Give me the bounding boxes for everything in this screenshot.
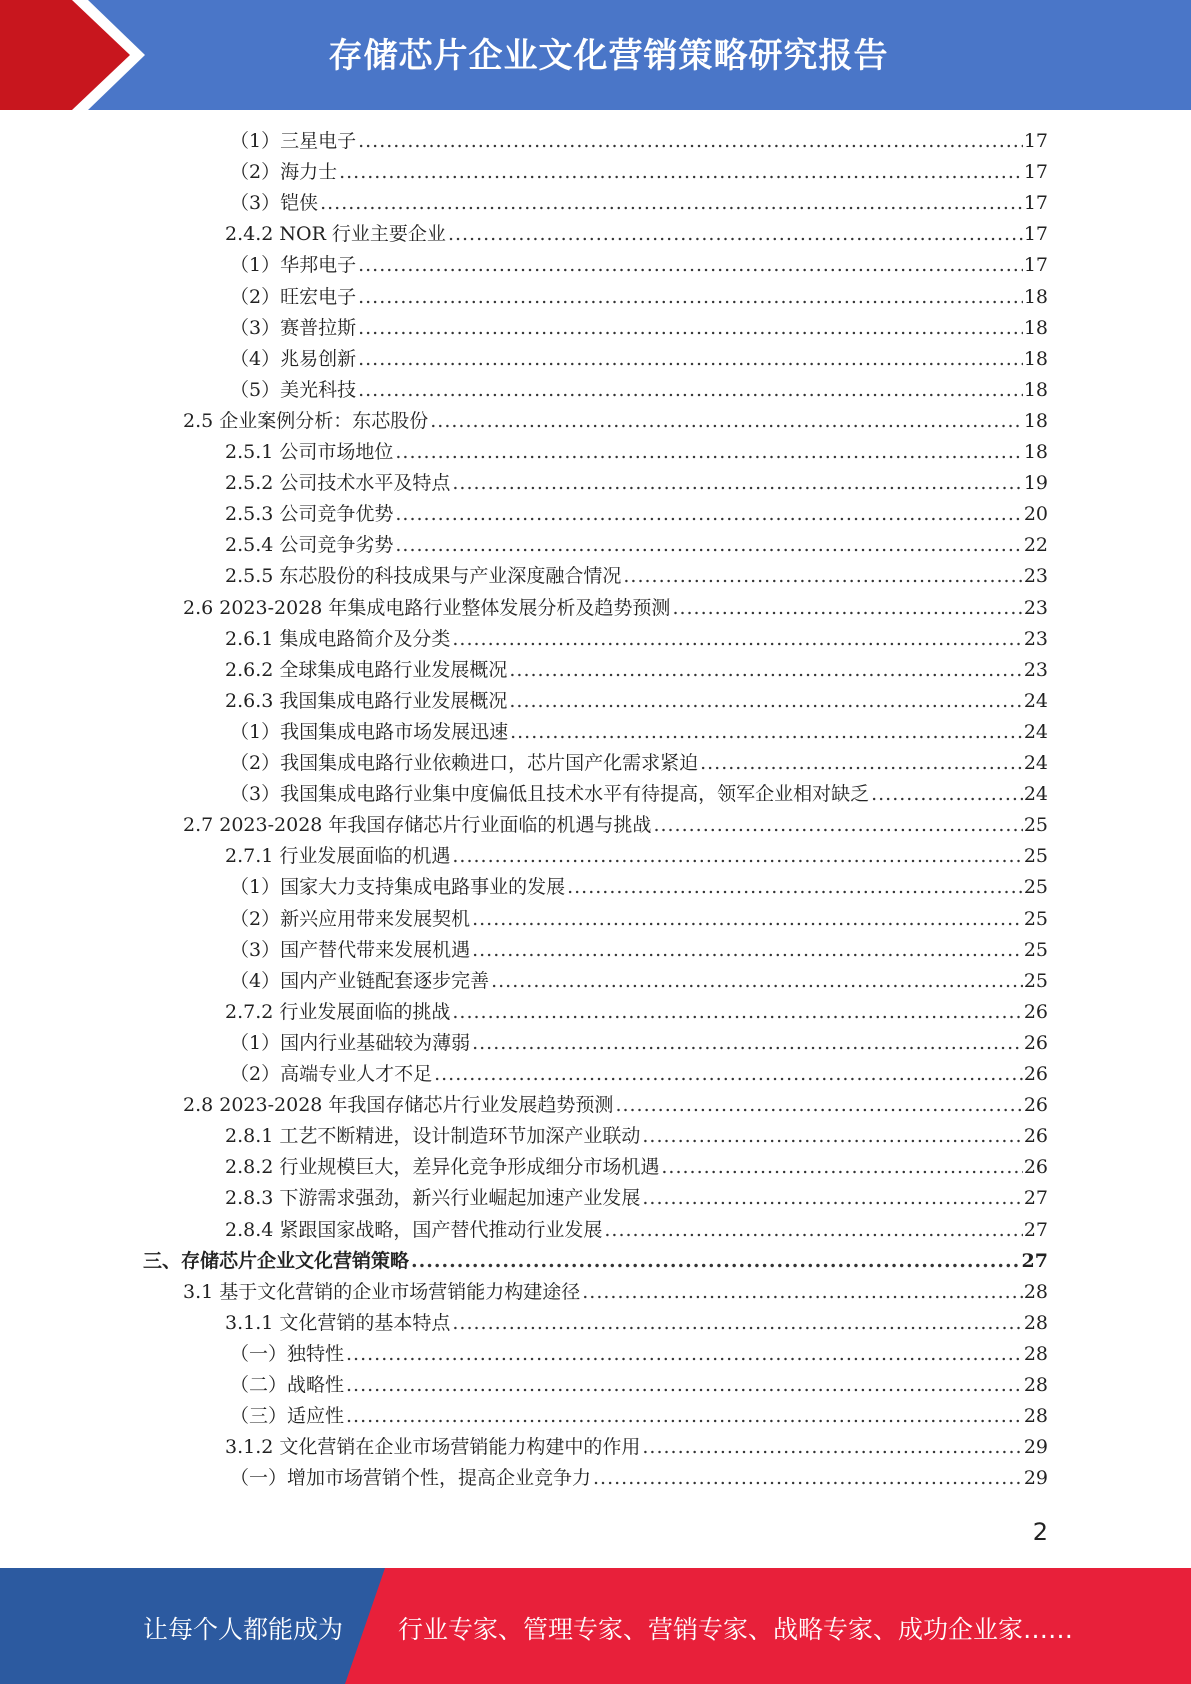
toc-entry-title: （2）新兴应用带来发展契机 (230, 907, 471, 930)
toc-entry[interactable] (183, 1090, 1048, 1121)
toc-entry-page: 20 (1023, 503, 1048, 526)
toc-entry[interactable] (183, 1277, 1048, 1308)
toc-entry[interactable] (183, 810, 1048, 841)
toc-entry-page: 27 (1021, 1249, 1048, 1272)
toc-entry[interactable] (225, 686, 1048, 717)
toc-entry-page: 28 (1023, 1311, 1048, 1334)
toc-entry-title: 2.6.2 全球集成电路行业发展概况 (225, 658, 508, 681)
toc-entry-title: 2.8 2023-2028 年我国存储芯片行业发展趋势预测 (183, 1094, 614, 1117)
toc-entry-title: （1）我国集成电路市场发展迅速 (230, 720, 509, 743)
toc-leader-dots (452, 841, 1022, 872)
toc-entry-page: 26 (1023, 1125, 1048, 1148)
toc-entry[interactable] (225, 624, 1048, 655)
toc-entry[interactable] (183, 406, 1048, 437)
toc-leader-dots (452, 1308, 1022, 1339)
toc-entry[interactable] (230, 313, 1048, 344)
toc-leader-dots (472, 935, 1023, 966)
toc-entry-page: 25 (1023, 938, 1048, 961)
toc-leader-dots (642, 1121, 1022, 1152)
toc-entry-page: 29 (1023, 1467, 1048, 1490)
toc-entry-title: 2.5 企业案例分析：东芯股份 (183, 409, 429, 432)
toc-entry[interactable] (230, 966, 1048, 997)
toc-entry-page: 18 (1023, 409, 1048, 432)
toc-entry[interactable] (225, 655, 1048, 686)
toc-entry-page: 25 (1023, 845, 1048, 868)
toc-leader-dots (604, 1215, 1022, 1246)
toc-entry-title: （2）旺宏电子 (230, 285, 357, 308)
toc-entry-title: 2.7.1 行业发展面临的机遇 (225, 845, 451, 868)
toc-entry-title: 三、存储芯片企业文化营销策略 (143, 1249, 410, 1272)
toc-entry-title: （3）赛普拉斯 (230, 316, 357, 339)
toc-entry-page: 17 (1023, 130, 1048, 152)
toc-leader-dots (395, 530, 1022, 561)
toc-entry[interactable] (225, 1152, 1048, 1183)
toc-entry-title: 2.8.4 紧跟国家战略，国产替代推动行业发展 (225, 1218, 603, 1241)
toc-entry[interactable] (230, 1028, 1048, 1059)
toc-leader-dots (661, 1152, 1022, 1183)
toc-entry-page: 23 (1023, 658, 1048, 681)
toc-leader-dots (615, 1090, 1022, 1121)
toc-leader-dots (358, 375, 1023, 406)
toc-entry-title: （1）国家大力支持集成电路事业的发展 (230, 876, 566, 899)
toc-leader-dots (339, 157, 1023, 188)
toc-entry-page: 27 (1023, 1187, 1048, 1210)
toc-leader-dots (472, 904, 1023, 935)
toc-entry[interactable] (230, 1370, 1048, 1401)
toc-entry-page: 23 (1023, 596, 1048, 619)
toc-entry-page: 18 (1023, 378, 1048, 401)
toc-entry-page: 26 (1023, 1063, 1048, 1085)
toc-entry-page: 23 (1023, 627, 1048, 650)
toc-entry-page: 24 (1023, 689, 1048, 712)
toc-entry-title: （二）战略性 (230, 1374, 345, 1396)
toc-entry[interactable] (225, 1183, 1048, 1214)
toc-entry-page: 25 (1023, 969, 1048, 992)
page-number: 2 (1032, 1518, 1048, 1546)
toc-entry-page: 18 (1023, 285, 1048, 308)
toc-entry[interactable] (230, 1401, 1048, 1432)
toc-entry-page: 24 (1023, 720, 1048, 743)
toc-entry-page: 17 (1023, 254, 1048, 277)
toc-entry[interactable] (230, 1463, 1048, 1494)
toc-entry-page: 24 (1023, 752, 1048, 774)
toc-entry[interactable] (230, 1059, 1048, 1090)
toc-entry-page: 27 (1023, 1218, 1048, 1241)
toc-entry-page: 25 (1023, 907, 1048, 930)
toc-entry[interactable] (230, 748, 1048, 779)
toc-entry-page: 26 (1023, 1094, 1048, 1117)
toc-entry-title: （3）国产替代带来发展机遇 (230, 938, 471, 961)
toc-leader-dots (411, 1246, 1021, 1277)
toc-leader-dots (509, 686, 1022, 717)
toc-leader-dots (700, 748, 1023, 779)
toc-entry-title: （三）适应性 (230, 1405, 345, 1428)
toc-leader-dots (358, 250, 1023, 281)
toc-leader-dots (358, 126, 1023, 157)
toc-leader-dots (346, 1339, 1023, 1370)
toc-entry-page: 18 (1023, 316, 1048, 339)
toc-entry-title: 2.7.2 行业发展面临的挑战 (225, 1000, 451, 1023)
toc-leader-dots (358, 313, 1023, 344)
toc-entry-page: 25 (1023, 814, 1048, 837)
toc-leader-dots (395, 437, 1022, 468)
toc-entry-title: （2）我国集成电路行业依赖进口，芯片国产化需求紧迫 (230, 752, 699, 774)
toc-entry[interactable] (225, 1432, 1048, 1463)
toc-leader-dots (452, 624, 1022, 655)
toc-entry-title: （一）独特性 (230, 1342, 345, 1365)
toc-leader-dots (582, 1277, 1023, 1308)
toc-leader-dots (642, 1432, 1022, 1463)
toc-entry-title: （2）高端专业人才不足 (230, 1063, 433, 1085)
toc-entry-title: 2.5.3 公司竞争优势 (225, 503, 394, 526)
toc-leader-dots (430, 406, 1023, 437)
toc-entry-page: 28 (1023, 1405, 1048, 1428)
toc-entry[interactable] (225, 841, 1048, 872)
toc-entry[interactable] (225, 561, 1048, 592)
toc-entry[interactable] (183, 593, 1048, 624)
toc-entry-title: 2.5.4 公司竞争劣势 (225, 534, 394, 557)
toc-entry[interactable] (230, 904, 1048, 935)
toc-entry-title: 2.6 2023-2028 年集成电路行业整体发展分析及趋势预测 (183, 596, 671, 619)
toc-entry-title: （2）海力士 (230, 161, 338, 184)
toc-entry[interactable] (230, 344, 1048, 375)
toc-leader-dots (358, 344, 1023, 375)
toc-entry[interactable] (230, 188, 1048, 219)
toc-entry-title: （4）国内产业链配套逐步完善 (230, 969, 490, 992)
toc-entry-title: 2.5.2 公司技术水平及特点 (225, 472, 451, 495)
toc-entry[interactable] (230, 126, 1048, 157)
footer-slogan-right: 行业专家、管理专家、营销专家、战略专家、成功企业家…… (398, 1615, 1074, 1644)
toc-entry-page: 25 (1023, 876, 1048, 899)
toc-entry-page: 19 (1023, 472, 1048, 495)
toc-entry[interactable] (230, 282, 1048, 313)
toc-entry[interactable] (225, 499, 1048, 530)
toc-entry[interactable] (225, 468, 1048, 499)
toc-entry-title: 3.1 基于文化营销的企业市场营销能力构建途径 (183, 1280, 581, 1303)
toc-entry-title: 2.5.1 公司市场地位 (225, 441, 394, 463)
toc-entry[interactable] (225, 437, 1048, 468)
toc-entry-title: 2.8.3 下游需求强劲，新兴行业崛起加速产业发展 (225, 1187, 641, 1210)
toc-leader-dots (623, 561, 1022, 592)
toc-entry-page: 28 (1023, 1374, 1048, 1396)
toc-leader-dots (434, 1059, 1023, 1090)
toc-entry-title: 2.8.1 工艺不断精进，设计制造环节加深产业联动 (225, 1125, 641, 1148)
toc-entry-page: 18 (1023, 441, 1048, 463)
toc-entry-page: 28 (1023, 1280, 1048, 1303)
toc-leader-dots (452, 997, 1022, 1028)
page-footer (0, 1568, 1191, 1684)
toc-leader-dots (593, 1463, 1023, 1494)
toc-entry[interactable] (225, 1121, 1048, 1152)
toc-entry[interactable] (225, 1308, 1048, 1339)
toc-entry-title: （4）兆易创新 (230, 347, 357, 370)
toc-leader-dots (871, 779, 1023, 810)
toc-entry-title: 2.8.2 行业规模巨大，差异化竞争形成细分市场机遇 (225, 1156, 660, 1179)
toc-leader-dots (452, 468, 1022, 499)
toc-entry[interactable] (225, 997, 1048, 1028)
page-header (0, 0, 1191, 110)
toc-entry-title: （1）华邦电子 (230, 254, 357, 277)
toc-entry-page: 24 (1023, 783, 1048, 806)
toc-leader-dots (346, 1401, 1023, 1432)
toc-entry-title: 2.6.3 我国集成电路行业发展概况 (225, 689, 508, 712)
toc-entry-page: 17 (1023, 223, 1048, 246)
toc-leader-dots (448, 219, 1023, 250)
toc-entry-title: 2.7 2023-2028 年我国存储芯片行业面临的机遇与挑战 (183, 814, 652, 837)
toc-entry[interactable] (230, 375, 1048, 406)
toc-entry[interactable] (230, 935, 1048, 966)
toc-leader-dots (642, 1183, 1022, 1214)
toc-entry-title: 3.1.1 文化营销的基本特点 (225, 1311, 451, 1334)
toc-entry[interactable] (143, 1246, 1048, 1277)
toc-leader-dots (395, 499, 1022, 530)
toc-entry[interactable] (230, 779, 1048, 810)
toc-entry-page: 18 (1023, 347, 1048, 370)
toc-entry-title: 2.6.1 集成电路简介及分类 (225, 627, 451, 650)
toc-leader-dots (509, 655, 1022, 686)
toc-entry-page: 17 (1023, 192, 1048, 215)
toc-entry-title: （一）增加市场营销个性，提高企业竞争力 (230, 1467, 592, 1490)
report-title: 存储芯片企业文化营销策略研究报告 (328, 36, 889, 76)
toc-entry-title: （5）美光科技 (230, 378, 357, 401)
toc-entry-title: （1）国内行业基础较为薄弱 (230, 1031, 471, 1054)
toc-entry-title: （1）三星电子 (230, 130, 357, 152)
toc-entry[interactable] (230, 872, 1048, 903)
toc-entry-title: 2.4.2 NOR 行业主要企业 (225, 223, 446, 246)
toc-leader-dots (346, 1370, 1023, 1401)
toc-leader-dots (510, 717, 1023, 748)
toc-entry-page: 29 (1023, 1436, 1048, 1459)
toc-entry[interactable] (225, 1215, 1048, 1246)
toc-entry[interactable] (230, 1339, 1048, 1370)
toc-leader-dots (320, 188, 1023, 219)
toc-leader-dots (472, 1028, 1023, 1059)
toc-entry-page: 22 (1023, 534, 1048, 557)
toc-leader-dots (672, 593, 1022, 624)
toc-entry[interactable] (225, 530, 1048, 561)
toc-entry-title: 2.5.5 东芯股份的科技成果与产业深度融合情况 (225, 565, 622, 588)
toc-entry-title: （3）我国集成电路行业集中度偏低且技术水平有待提高，领军企业相对缺乏 (230, 783, 870, 806)
toc-leader-dots (567, 872, 1023, 903)
toc-entry-page: 26 (1023, 1156, 1048, 1179)
toc-entry-page: 26 (1023, 1031, 1048, 1054)
toc-leader-dots (653, 810, 1022, 841)
toc-entry[interactable] (230, 157, 1048, 188)
toc-entry[interactable] (230, 250, 1048, 281)
toc-entry-page: 17 (1023, 161, 1048, 184)
toc-entry-title: （3）铠侠 (230, 192, 319, 215)
toc-entry-page: 26 (1023, 1000, 1048, 1023)
footer-slogan-left: 让每个人都能成为 (143, 1615, 344, 1644)
toc-entry-page: 28 (1023, 1342, 1048, 1365)
toc-entry[interactable] (230, 717, 1048, 748)
toc-entry-page: 23 (1023, 565, 1048, 588)
toc-leader-dots (358, 282, 1023, 313)
toc-leader-dots (491, 966, 1023, 997)
toc-entry-title: 3.1.2 文化营销在企业市场营销能力构建中的作用 (225, 1436, 641, 1459)
toc-entry[interactable] (225, 219, 1048, 250)
